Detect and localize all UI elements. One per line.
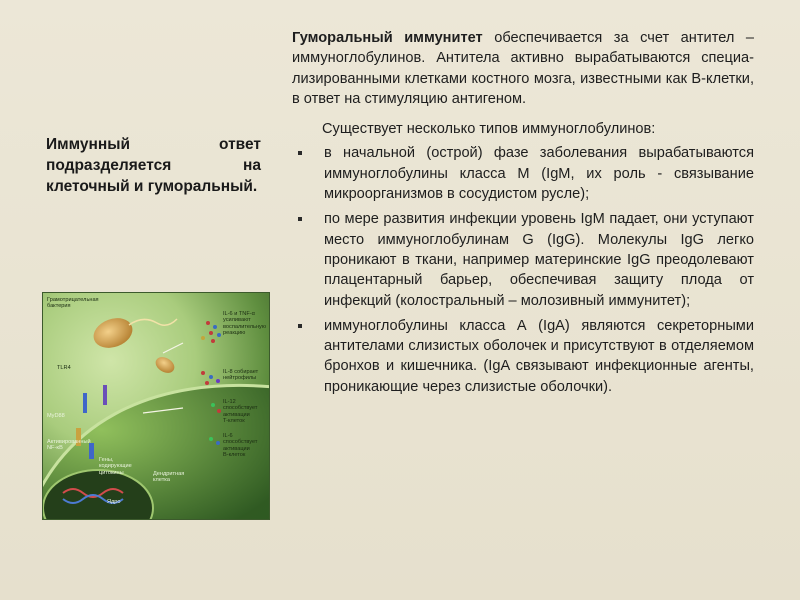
list-item-igg <box>292 209 754 310</box>
intro-paragraph <box>292 28 754 109</box>
types-subhead: Существует несколько типов иммуноглобулинов: <box>322 121 656 138</box>
label-myd88: MyD88 <box>47 413 65 419</box>
intro-rest: обеспечивается за счет антител – иммуноглобулинов. Антитела активно вырабатываются специа-лизированными клетками костного мозга, известными как В-клетки, в ответ на стимуляцию антигеном. <box>292 30 754 107</box>
label-dendritic: Дендритная клетка <box>153 471 185 484</box>
bullet-square-icon <box>298 324 302 328</box>
receptor <box>83 393 87 413</box>
label-nfkb: Активированный NF-κB <box>47 439 91 452</box>
label-gene: Гены, кодирующие цитокины <box>99 457 132 476</box>
list-item-iga <box>292 316 754 397</box>
list-item-igm <box>292 143 754 204</box>
label-il8: IL-8 собирает нейтрофилы <box>223 369 259 382</box>
label-bacteria: Грамотрицательная бактерия <box>47 297 99 310</box>
list-item-text: по мере развития инфекции уровень IgM падает, они уступают место иммуноглобулинам G (IgG). Молекулы IgG легко проникают в ткани, например материнские IgG преодолевают плацентарный барьер, обеспечивая защиту плода от инфекций (колостральный – молозивный иммунитет); <box>324 211 754 309</box>
immunoglobulin-list <box>292 143 754 397</box>
label-il12: IL-12 способствует активации T-клеток <box>223 399 258 425</box>
main-text <box>292 28 754 402</box>
bullet-square-icon <box>298 151 302 155</box>
list-item-text: иммуноглобулины класса А (IgA) являются секреторными антителами слизистых оболочек и присутствуют в отделяемом бронхов и кишечника. (IgA связывают инфекционные агенты, проникающие через слизистые оболочки). <box>324 317 754 395</box>
bullet-square-icon <box>298 217 302 221</box>
list-item-text: в начальной (острой) фазе заболевания вырабатываются иммуноглобулины класса М (IgM, их роль - связывание микроорганизмов в сосудистом русле); <box>324 145 754 203</box>
label-il-tnf: IL-6 и TNF-α усиливают воспалительную реакцию <box>223 311 267 337</box>
left-heading: Иммунный ответ подразделяется на клеточный и гуморальный. <box>46 136 261 195</box>
label-il6: IL-6 способствует активации B-клеток <box>223 433 258 459</box>
intro-lead: Гуморальный иммунитет <box>292 30 483 46</box>
immune-response-illustration <box>42 292 270 520</box>
bacterium-small <box>153 354 177 376</box>
bacterium <box>89 313 136 353</box>
label-nucleus: Ядро <box>107 499 121 505</box>
label-tlr: TLR4 <box>57 365 71 371</box>
